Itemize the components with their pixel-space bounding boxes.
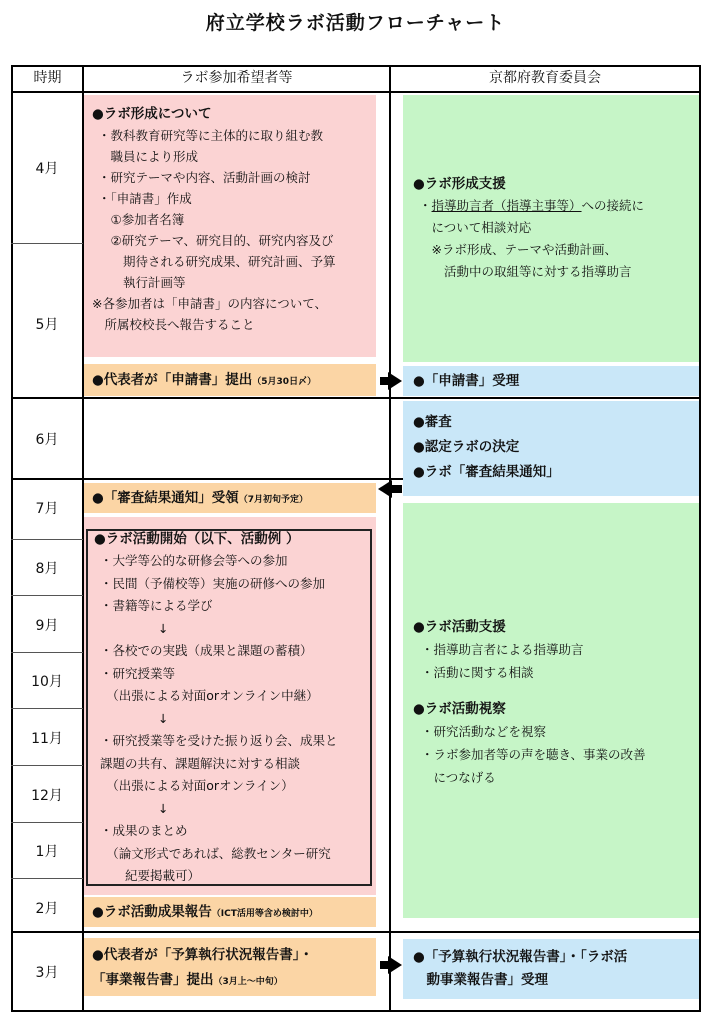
formation-line: 期待される研究成果、研究計画、予算	[98, 254, 336, 269]
activity-line: 紀要掲載可）	[100, 868, 201, 883]
visit-line: ・研究活動などを視察	[421, 724, 547, 739]
activity-line: ・研究授業等	[100, 665, 176, 681]
month-label: 7月	[35, 501, 59, 517]
formation-support-box	[403, 95, 699, 362]
formation-support-heading: ●ラボ形成支援	[413, 176, 506, 192]
table-bottom-border	[11, 1010, 701, 1012]
header-applicant: ラボ参加希望者等	[180, 70, 293, 86]
report-note: （ICT活用等含め検討中）	[211, 909, 318, 919]
support-bullet: ・	[419, 198, 432, 213]
activity-line: ・各校での実践（成果と課題の蓄積）	[100, 643, 313, 658]
month-label: 5月	[35, 317, 59, 333]
formation-note: ※各参加者は「申請書」の内容について、	[92, 296, 327, 311]
advisor-underlined: 指導助言者（指導主事等）	[431, 198, 582, 213]
activity-line: ・大学等公的な研修会等への参加	[100, 553, 288, 568]
final-accept-line: 動事業報告書」受理	[413, 972, 548, 988]
month-line	[11, 652, 83, 653]
activity-heading: ●ラボ活動開始（以下、活動例 ）	[94, 531, 300, 547]
formation-line: ・教科教育研究等に主体的に取り組む教	[98, 128, 324, 143]
activity-visit-heading: ●ラボ活動視察	[413, 701, 506, 717]
review-line: ●審査	[413, 414, 452, 430]
application-accept-box	[403, 366, 699, 396]
header-bottom-border	[11, 91, 701, 93]
support-line: について相談対応	[419, 220, 532, 235]
final-accept-line: ●「予算執行状況報告書」・「ラボ活	[413, 949, 628, 965]
arrow-right-icon	[388, 956, 402, 974]
activity-line: ・書籍等による学び	[100, 598, 213, 613]
separator-march	[11, 931, 701, 933]
activity-support-line: ・活動に関する相談	[421, 665, 534, 680]
support-line: 活動中の取組等に対する指導助言	[419, 264, 632, 279]
month-label: 2月	[35, 901, 59, 917]
activity-line: （出張による対面orオンライン）	[100, 778, 294, 793]
down-arrow-icon: ↓	[158, 710, 169, 726]
down-arrow-icon: ↓	[158, 800, 169, 816]
month-label: 10月	[31, 674, 63, 690]
lab-formation-heading: ●ラボ形成について	[92, 106, 212, 122]
report-text: ●ラボ活動成果報告	[92, 904, 212, 920]
review-box	[403, 401, 699, 496]
activity-line: 課題の共有、課題解決に対する相談	[100, 755, 301, 771]
month-label: 8月	[35, 561, 59, 577]
final-submit-date: （3月上～中旬）	[213, 977, 283, 987]
header-period: 時期	[33, 70, 62, 86]
application-submit-box	[84, 364, 376, 396]
month-label: 4月	[35, 161, 59, 177]
month-line	[11, 822, 83, 823]
month-label: 11月	[31, 731, 63, 747]
final-submit-line: 「事業報告書」提出	[92, 972, 214, 988]
month-line	[11, 595, 83, 596]
final-submit-line: ●代表者が「予算執行状況報告書」・	[92, 947, 314, 963]
result-receive-box	[84, 483, 376, 513]
formation-line: 職員により形成	[98, 149, 199, 164]
final-report-accept-box	[403, 939, 699, 999]
lab-activity-box	[86, 529, 372, 886]
activity-line: ・研究授業等を受けた振り返り会、成果と	[100, 733, 338, 748]
visit-line: ・ラボ参加者等の声を聴き、事業の改善	[421, 747, 646, 762]
down-arrow-icon: ↓	[158, 620, 169, 636]
month-label: 6月	[35, 432, 59, 448]
receive-text: ●「審査結果通知」受領	[92, 490, 239, 506]
month-line	[11, 708, 83, 709]
review-line: ●ラボ「審査結果通知」	[413, 464, 560, 480]
support-line: ※ラボ形成、テーマや活動計画、	[419, 242, 617, 257]
column-divider	[389, 65, 391, 1012]
formation-line: ・研究テーマや内容、活動計画の検討	[98, 170, 311, 185]
submit-deadline: （5月30日〆）	[252, 377, 317, 387]
support-text: への接続に	[581, 198, 645, 213]
formation-line: ②研究テーマ、研究目的、研究内容及び	[98, 233, 334, 248]
page-title: 府立学校ラボ活動フローチャート	[205, 12, 506, 34]
month-line	[11, 243, 83, 244]
month-label: 12月	[31, 788, 63, 804]
month-line	[11, 878, 83, 879]
activity-support-heading: ●ラボ活動支援	[413, 619, 506, 635]
formation-line: 執行計画等	[98, 275, 186, 290]
activity-report-box	[84, 897, 376, 927]
header-board: 京都府教育委員会	[489, 70, 601, 86]
support-line	[413, 195, 699, 217]
review-line: ●認定ラボの決定	[413, 439, 520, 455]
activity-support-line: ・指導助言者による指導助言	[421, 642, 584, 657]
month-label: 1月	[35, 844, 59, 860]
arrow-shaft	[390, 485, 402, 493]
lab-formation-box	[84, 95, 376, 357]
activity-support-box	[403, 503, 699, 918]
activity-line: ・民間（予備校等）実施の研修への参加	[100, 575, 326, 591]
formation-note: 所属校校長へ報告すること	[92, 317, 255, 332]
visit-line: につなげる	[421, 770, 496, 785]
formation-line: ①参加者名簿	[98, 212, 185, 227]
month-label: 9月	[35, 618, 59, 634]
activity-line: （論文形式であれば、総教センター研究	[100, 845, 331, 861]
separator-june	[11, 397, 701, 399]
receive-date: （7月初旬予定）	[238, 495, 309, 505]
activity-line: （出張による対面orオンライン中継）	[100, 688, 319, 703]
month-label: 3月	[35, 965, 59, 981]
arrow-right-icon	[388, 372, 402, 390]
month-line	[11, 539, 83, 540]
accept-text: ●「申請書」受理	[413, 373, 520, 389]
final-report-submit-box	[84, 938, 376, 996]
formation-line: ・「申請書」作成	[98, 191, 192, 206]
submit-text: ●代表者が「申請書」提出	[92, 372, 253, 388]
table-right-border	[699, 65, 701, 1012]
month-line	[11, 765, 83, 766]
activity-line: ・成果のまとめ	[100, 823, 188, 838]
